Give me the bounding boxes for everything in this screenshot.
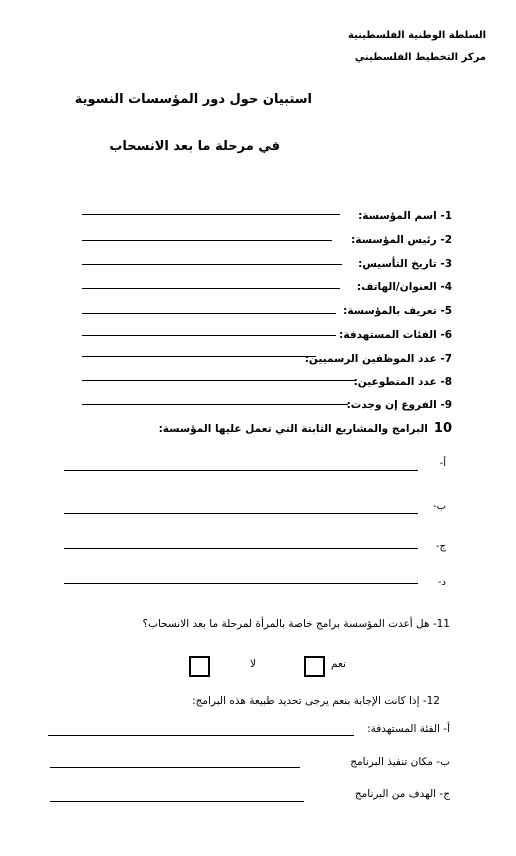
- question-label: 2- رئيس المؤسسة:: [351, 234, 452, 246]
- answer-line[interactable]: [82, 356, 316, 357]
- list-item-label: أ-: [439, 458, 446, 469]
- question-11-label: 11- هل أعدت المؤسسة برامج خاصة بالمرأة لمرحلة ما بعد الانسحاب؟: [142, 618, 450, 630]
- question-label: 7- عدد الموظفين الرسميين:: [304, 353, 452, 365]
- question-number: 10: [433, 421, 452, 436]
- answer-line[interactable]: [82, 288, 340, 289]
- answer-line[interactable]: [82, 264, 342, 265]
- list-item-label: ج-: [435, 541, 446, 552]
- answer-line[interactable]: [64, 513, 418, 514]
- center-name: مركز التخطيط الفلسطيني: [354, 52, 486, 63]
- authority-name: السلطة الوطنية الفلسطينية: [348, 30, 486, 41]
- question-label: 9- الفروع إن وجدت:: [346, 399, 452, 411]
- question-text: البرامج والمشاريع الثابتة التي تعمل عليها المؤسسة:: [158, 423, 428, 435]
- page-title: استبيان حول دور المؤسسات النسوية: [74, 92, 312, 107]
- page-subtitle: في مرحلة ما بعد الانسحاب: [109, 139, 280, 154]
- answer-line[interactable]: [64, 548, 418, 549]
- question-label: 5- تعريف بالمؤسسة:: [343, 305, 452, 317]
- question-label: 6- الفئات المستهدفة:: [339, 329, 452, 341]
- question-label: 1- اسم المؤسسة:: [358, 210, 452, 222]
- yes-checkbox[interactable]: [304, 656, 325, 677]
- list-item-label: ب-: [432, 501, 446, 512]
- list-item-label: ب- مكان تنفيذ البرنامج: [350, 756, 450, 768]
- yes-label: نعم: [331, 658, 346, 670]
- answer-line[interactable]: [50, 801, 304, 802]
- answer-line[interactable]: [64, 470, 418, 471]
- question-label: 3- تاريخ التأسيس:: [358, 258, 452, 270]
- answer-line[interactable]: [82, 404, 348, 405]
- list-item-label: ج- الهدف من البرنامج: [354, 788, 450, 800]
- answer-line[interactable]: [82, 335, 336, 336]
- answer-line[interactable]: [82, 240, 332, 241]
- list-item-label: د-: [437, 577, 446, 588]
- answer-line[interactable]: [64, 583, 418, 584]
- question-label: 8- عدد المتطوعين:: [353, 376, 452, 388]
- question-label: 4- العنوان/الهاتف:: [356, 281, 452, 293]
- answer-line[interactable]: [82, 313, 336, 314]
- question-12-label: 12- إذا كانت الإجابة بنعم يرجى تحديد طبيعة هذه البرامج:: [192, 695, 440, 707]
- question-10-label: [159, 421, 452, 436]
- answer-line[interactable]: [48, 735, 354, 736]
- answer-line[interactable]: [82, 380, 356, 381]
- list-item-label: أ- الفئة المستهدفة:: [367, 723, 450, 735]
- no-label: لا: [250, 658, 256, 670]
- answer-line[interactable]: [50, 767, 300, 768]
- answer-line[interactable]: [82, 214, 340, 215]
- no-checkbox[interactable]: [189, 656, 210, 677]
